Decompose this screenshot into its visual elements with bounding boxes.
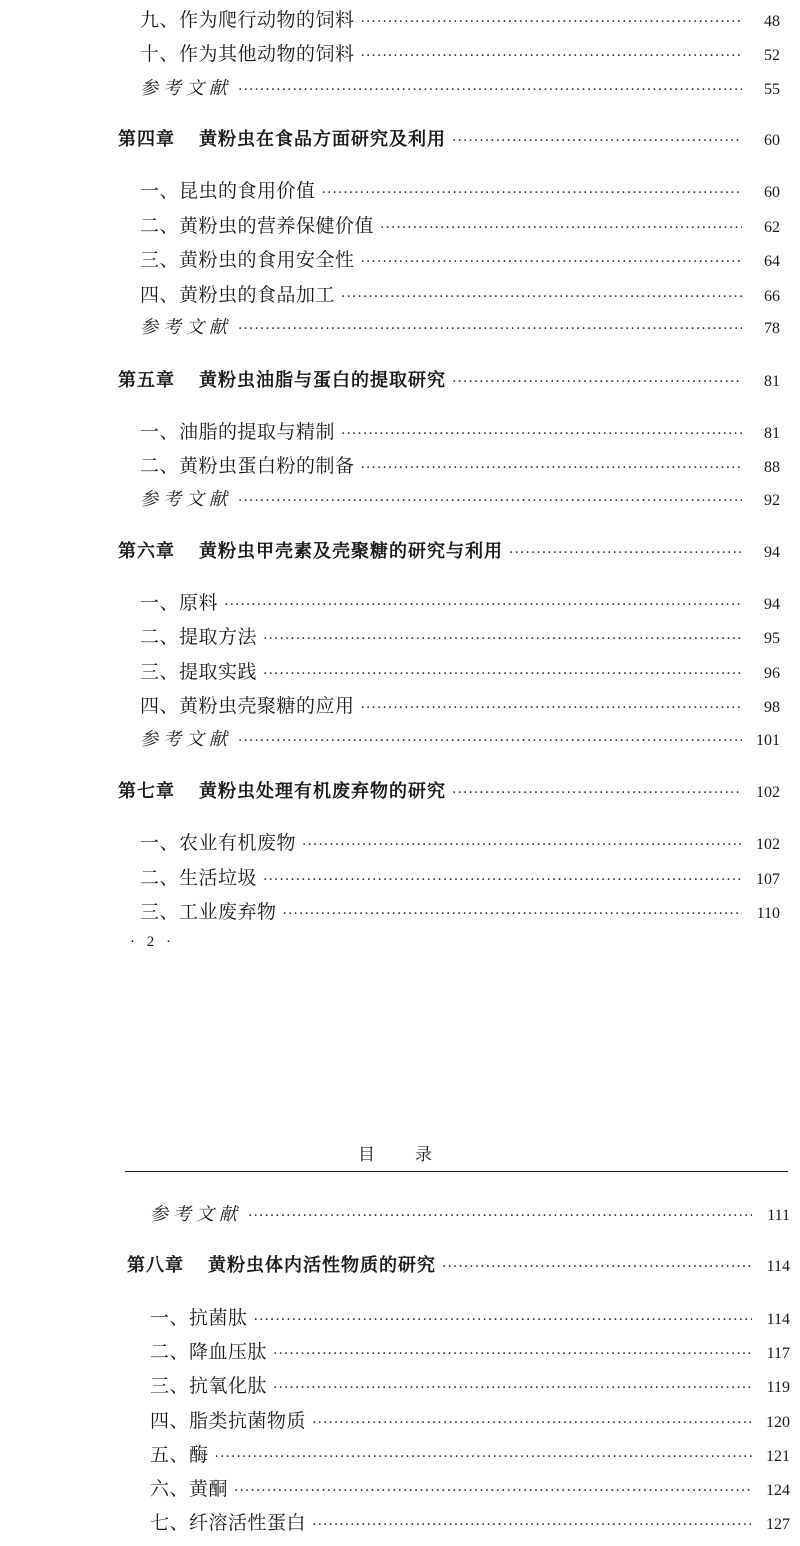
toc-entry-row[interactable] bbox=[150, 1303, 790, 1330]
chapter-number: 第四章 bbox=[118, 129, 175, 150]
page-number: 96 bbox=[764, 665, 780, 682]
page-number: 120 bbox=[766, 1414, 790, 1431]
page-number: 78 bbox=[764, 320, 780, 337]
dot-leader bbox=[312, 1517, 752, 1533]
page-number: 101 bbox=[756, 732, 780, 749]
toc-entry-row[interactable] bbox=[140, 863, 780, 890]
toc-entry-row[interactable] bbox=[150, 1371, 790, 1398]
toc-references-row[interactable] bbox=[150, 1200, 790, 1226]
dot-leader bbox=[238, 493, 742, 509]
entry-title: 二、降血压肽 bbox=[150, 1341, 268, 1363]
toc-chapter-row[interactable] bbox=[118, 125, 780, 151]
dot-leader bbox=[341, 426, 742, 442]
dot-leader bbox=[341, 289, 742, 305]
toc-entry-row[interactable] bbox=[150, 1474, 790, 1501]
page-number: 119 bbox=[766, 1379, 790, 1396]
chapter-title bbox=[118, 366, 446, 392]
chapter-title-text: 黄粉虫处理有机废弃物的研究 bbox=[199, 781, 446, 802]
page-number: 55 bbox=[764, 81, 780, 98]
page-number: 102 bbox=[756, 836, 780, 853]
toc-chapter-row[interactable] bbox=[118, 366, 780, 392]
dot-leader bbox=[238, 82, 742, 98]
references-label: 参考文献 bbox=[140, 317, 232, 338]
chapter-number: 第六章 bbox=[118, 541, 175, 562]
page-number: 88 bbox=[764, 459, 780, 476]
page-number: 102 bbox=[756, 784, 780, 801]
dot-leader bbox=[283, 906, 742, 922]
chapter-title-text: 黄粉虫体内活性物质的研究 bbox=[208, 1255, 436, 1276]
page-number: 81 bbox=[764, 425, 780, 442]
chapter-number: 第七章 bbox=[118, 781, 175, 802]
dot-leader bbox=[248, 1208, 752, 1224]
dot-leader bbox=[238, 733, 742, 749]
dot-leader bbox=[380, 220, 742, 236]
page-number: 117 bbox=[766, 1345, 790, 1362]
page-number: 124 bbox=[766, 1482, 790, 1499]
chapter-title-text: 黄粉虫在食品方面研究及利用 bbox=[199, 129, 446, 150]
dot-leader bbox=[263, 872, 742, 888]
dot-leader bbox=[322, 185, 742, 201]
toc-references-row[interactable] bbox=[140, 725, 780, 751]
toc-entry-row[interactable] bbox=[140, 176, 780, 203]
dot-leader bbox=[361, 254, 742, 270]
dot-leader bbox=[452, 785, 742, 801]
entry-title: 一、抗菌肽 bbox=[150, 1307, 248, 1329]
dot-leader bbox=[361, 48, 742, 64]
chapter-number: 第八章 bbox=[127, 1255, 184, 1276]
entry-title: 一、昆虫的食用价值 bbox=[140, 180, 316, 202]
dot-leader bbox=[361, 700, 742, 716]
page-number: 48 bbox=[764, 13, 780, 30]
toc-entry-row[interactable] bbox=[140, 657, 780, 684]
toc-chapter-row[interactable] bbox=[118, 537, 780, 563]
dot-leader bbox=[442, 1259, 752, 1275]
toc-entry-row[interactable] bbox=[140, 828, 780, 855]
dot-leader bbox=[273, 1380, 752, 1396]
page-number: 98 bbox=[764, 699, 780, 716]
dot-leader bbox=[234, 1483, 752, 1499]
dot-leader bbox=[238, 321, 742, 337]
chapter-title bbox=[118, 777, 446, 803]
toc-references-row[interactable] bbox=[140, 74, 780, 100]
toc-references-row[interactable] bbox=[140, 485, 780, 511]
entry-title: 二、黄粉虫蛋白粉的制备 bbox=[140, 455, 355, 477]
references-label: 参考文献 bbox=[140, 729, 232, 750]
entry-title: 三、工业废弃物 bbox=[140, 901, 277, 923]
toc-references-row[interactable] bbox=[140, 313, 780, 339]
toc-entry-row[interactable] bbox=[150, 1508, 790, 1535]
page-number: 111 bbox=[767, 1207, 790, 1224]
chapter-title-text: 黄粉虫甲壳素及壳聚糖的研究与利用 bbox=[199, 541, 503, 562]
entry-title: 三、抗氧化肽 bbox=[150, 1375, 268, 1397]
entry-title: 四、脂类抗菌物质 bbox=[150, 1410, 307, 1432]
entry-title: 九、作为爬行动物的饲料 bbox=[140, 9, 355, 31]
chapter-title bbox=[118, 537, 503, 563]
chapter-title-text: 黄粉虫油脂与蛋白的提取研究 bbox=[199, 370, 446, 391]
entry-title: 四、黄粉虫的食品加工 bbox=[140, 284, 336, 306]
toc-chapter-row[interactable] bbox=[118, 777, 780, 803]
entry-title: 十、作为其他动物的饲料 bbox=[140, 43, 355, 65]
toc-entry-row[interactable] bbox=[140, 417, 780, 444]
entry-title: 二、黄粉虫的营养保健价值 bbox=[140, 215, 375, 237]
dot-leader bbox=[302, 837, 742, 853]
page-number: 66 bbox=[764, 288, 780, 305]
dot-leader bbox=[361, 460, 742, 476]
page-number: 114 bbox=[766, 1258, 790, 1275]
page-number: 95 bbox=[764, 630, 780, 647]
entry-title: 三、黄粉虫的食用安全性 bbox=[140, 249, 355, 271]
page-folio: · 2 · bbox=[130, 934, 175, 950]
page-number: 52 bbox=[764, 47, 780, 64]
page-number: 121 bbox=[766, 1448, 790, 1465]
toc-entry-row[interactable] bbox=[140, 897, 780, 924]
page-number: 114 bbox=[766, 1311, 790, 1328]
entry-title: 七、纤溶活性蛋白 bbox=[150, 1512, 307, 1534]
chapter-title bbox=[118, 125, 446, 151]
dot-leader bbox=[361, 14, 742, 30]
dot-leader bbox=[263, 666, 742, 682]
entry-title: 六、黄酮 bbox=[150, 1478, 229, 1500]
dot-leader bbox=[224, 597, 742, 613]
references-label: 参考文献 bbox=[140, 489, 232, 510]
dot-leader bbox=[312, 1415, 752, 1431]
entry-title: 二、生活垃圾 bbox=[140, 867, 258, 889]
dot-leader bbox=[273, 1346, 752, 1362]
page-number: 81 bbox=[764, 373, 780, 390]
toc-entry-row[interactable] bbox=[140, 588, 780, 615]
toc-entry-row[interactable] bbox=[140, 245, 780, 272]
entry-title: 三、提取实践 bbox=[140, 661, 258, 683]
header-rule bbox=[125, 1171, 788, 1172]
references-label: 参考文献 bbox=[150, 1204, 242, 1225]
dot-leader bbox=[254, 1312, 752, 1328]
toc-entry-row[interactable] bbox=[140, 280, 780, 307]
toc-entry-row[interactable] bbox=[140, 211, 780, 238]
toc-entry-row[interactable] bbox=[140, 39, 780, 66]
dot-leader bbox=[215, 1449, 752, 1465]
entry-title: 一、油脂的提取与精制 bbox=[140, 421, 336, 443]
entry-title: 一、农业有机废物 bbox=[140, 832, 297, 854]
page-number: 92 bbox=[764, 492, 780, 509]
chapter-title bbox=[127, 1251, 436, 1277]
page-number: 94 bbox=[764, 544, 780, 561]
toc-entry-row[interactable] bbox=[150, 1406, 790, 1433]
page-number: 62 bbox=[764, 219, 780, 236]
toc-chapter-row[interactable] bbox=[127, 1251, 790, 1277]
toc-entry-row[interactable] bbox=[140, 451, 780, 478]
page-number: 94 bbox=[764, 596, 780, 613]
entry-title: 二、提取方法 bbox=[140, 626, 258, 648]
dot-leader bbox=[509, 545, 742, 561]
dot-leader bbox=[263, 631, 742, 647]
toc-entry-row[interactable] bbox=[140, 691, 780, 718]
entry-title: 一、原料 bbox=[140, 592, 219, 614]
references-label: 参考文献 bbox=[140, 78, 232, 99]
toc-entry-row[interactable] bbox=[140, 622, 780, 649]
toc-entry-row[interactable] bbox=[140, 5, 780, 32]
page-number: 107 bbox=[756, 871, 780, 888]
chapter-number: 第五章 bbox=[118, 370, 175, 391]
entry-title: 五、酶 bbox=[150, 1444, 209, 1466]
entry-title: 四、黄粉虫壳聚糖的应用 bbox=[140, 695, 355, 717]
toc-page-2 bbox=[0, 1130, 800, 1546]
running-head: 目录 bbox=[358, 1145, 472, 1165]
page-number: 110 bbox=[756, 905, 780, 922]
page-number: 127 bbox=[766, 1516, 790, 1533]
dot-leader bbox=[452, 374, 742, 390]
page-number: 60 bbox=[764, 132, 780, 149]
toc-entry-row[interactable] bbox=[150, 1440, 790, 1467]
page-number: 64 bbox=[764, 253, 780, 270]
toc-entry-row[interactable] bbox=[150, 1337, 790, 1364]
page-number: 60 bbox=[764, 184, 780, 201]
dot-leader bbox=[452, 133, 742, 149]
